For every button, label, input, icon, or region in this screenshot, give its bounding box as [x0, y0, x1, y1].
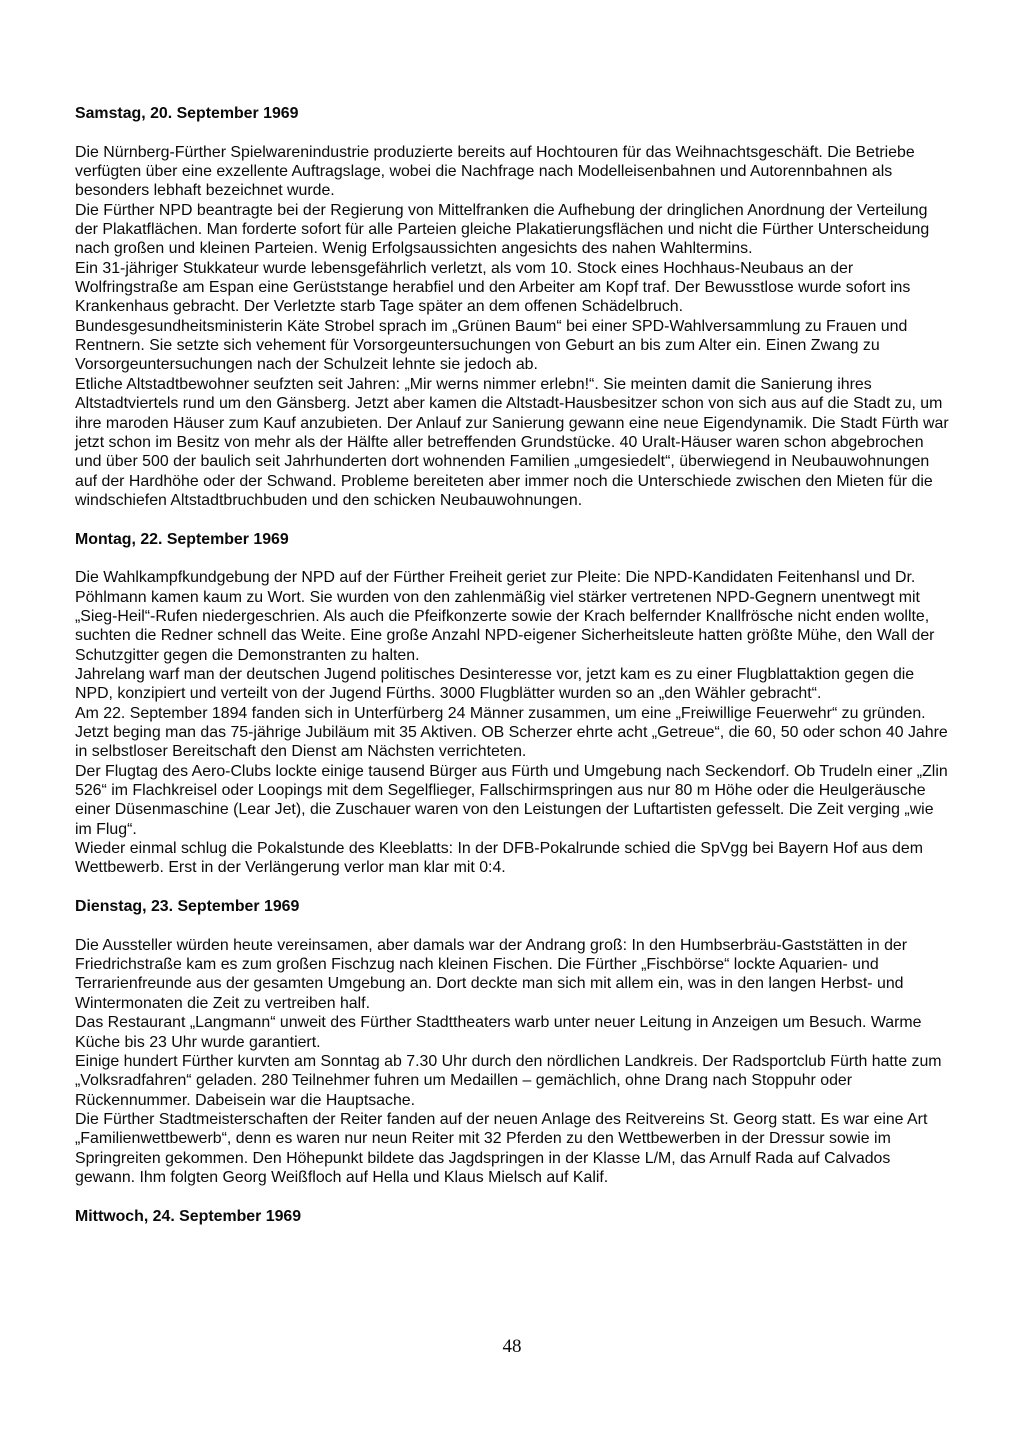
section-heading: Dienstag, 23. September 1969 [75, 898, 300, 916]
paragraph: Das Restaurant „Langmann“ unweit des Fürther Stadttheaters warb unter neuer Leitung in Anzeigen um Besuch. Warme Küche bis 23 Uhr wurde garantiert. [75, 1014, 922, 1051]
section-heading: Samstag, 20. September 1969 [75, 105, 299, 122]
paragraph: Etliche Altstadtbewohner seufzten seit Jahren: „Mir werns nimmer erlebn!“. Sie meinten damit die Sanierung ihres Altstadtviertels rund um den Gänsberg. Jetzt aber kamen die Altstadt-Hausbesitzer schon von sich aus auf die Stadt zu, um ihre maroden Häuser zum Kauf anzubieten. Der Anlauf zur Sanierung gewann eine neue Eigendynamik. Die Stadt Fürth war jetzt schon im Besitz von mehr als der Hälfte aller betreffenden Grundstücke. 40 Uralt-Häuser waren schon abgebrochen und über 500 der baulich seit Jahrhunderten dort wohnenden Familien „umgesiedelt“, überwiegend in Neubauwohnungen auf der Hardhöhe oder der Schwand. Probleme bereiteten aber immer noch die Unterschiede zwischen den Mieten für die windschiefen Altstadtbruchbuden und den schicken Neubauwohnungen. [75, 375, 949, 509]
section-dienstag-23-september-1969 [75, 897, 953, 1187]
paragraph: Ein 31-jähriger Stukkateur wurde lebensgefährlich verletzt, als vom 10. Stock eines Hochhaus-Neubaus an der Wolfringstraße am Espan eine Gerüststange herabfiel und den Arbeiter am Kopf traf. Der Bewusstlose wurde sofort ins Krankenhaus gebracht. Der Verletzte starb Tage später an dem offenen Schädelbruch. [75, 259, 911, 316]
section-heading: Mittwoch, 24. September 1969 [75, 1207, 302, 1225]
document-content [75, 104, 953, 1245]
section-heading: Montag, 22. September 1969 [75, 530, 289, 548]
page-number: 48 [502, 1336, 522, 1357]
section-samstag-20-september-1969 [75, 104, 953, 510]
paragraph: Einige hundert Fürther kurvten am Sonntag ab 7.30 Uhr durch den nördlichen Landkreis. Der Radsportclub Fürth hatte zum „Volksradfahren“ geladen. 280 Teilnehmer fuhren um Medaillen – gemächlich, ohne Drang nach Stoppuhr oder Rückennummer. Dabeisein war die Hauptsache. [75, 1052, 942, 1109]
section-montag-22-september-1969 [75, 530, 953, 878]
paragraph: Jahrelang warf man der deutschen Jugend politisches Desinteresse vor, jetzt kam es zu einer Flugblattaktion gegen die NPD, konzipiert und verteilt von der Jugend Fürths. 3000 Flugblätter wurden so an „den Wähler gebracht“. [75, 665, 915, 703]
paragraph: Die Aussteller würden heute vereinsamen, aber damals war der Andrang groß: In den Humbserbräu-Gaststätten in der Friedrichstraße kam es zum großen Fischzug nach kleinen Fischen. Die Fürther „Fischbörse“ lockte Aquarien- und Terrarienfreunde aus der gesamten Umgebung an. Dort deckte man sich mit allem ein, was in den langen Herbst- und Wintermonaten die Zeit zu vertreiben half. [75, 936, 908, 1012]
paragraph: Die Fürther NPD beantragte bei der Regierung von Mittelfranken die Aufhebung der dringlichen Anordnung der Verteilung der Plakatflächen. Man forderte sofort für alle Parteien gleiche Plakatierungsflächen und nicht die Fürther Unterscheidung nach großen und kleinen Parteien. Wenig Erfolgsaussichten angesichts des nahen Wahltermins. [75, 201, 930, 258]
paragraph: Wieder einmal schlug die Pokalstunde des Kleeblatts: In der DFB-Pokalrunde schied die SpVgg bei Bayern Hof aus dem Wettbewerb. Erst in der Verlängerung verlor man klar mit 0:4. [75, 840, 923, 877]
paragraph: Die Wahlkampfkundgebung der NPD auf der Fürther Freiheit geriet zur Pleite: Die NPD-Kandidaten Feitenhansl und Dr. Pöhlmann kamen kaum zu Wort. Sie wurden von den zahlenmäßig viel stärker vertretenen NPD-Gegnern unentwegt mit „Sieg-Heil“-Rufen niedergeschrien. Als auch die Pfeifkonzerte sowie der Krach belfernder Knallfrösche nicht enden wollte, suchten die Redner schnell das Weite. Eine große Anzahl NPD-eigener Sicherheitsleute hatten größte Mühe, den Wall der Schutzgitter gegen die Demonstranten zu halten. [75, 569, 935, 664]
paragraph: Der Flugtag des Aero-Clubs lockte einige tausend Bürger aus Fürth und Umgebung nach Seckendorf. Ob Trudeln einer „Zlin 526“ im Flachkreisel oder Loopings mit dem Segelflieger, Fallschirmspringen aus nur 80 m Höhe oder die Heulgeräusche einer Düsenmaschine (Lear Jet), die Zuschauer waren von den Leistungen der Luftartisten gefesselt. Die Zeit verging „wie im Flug“. [75, 762, 948, 838]
paragraph: Bundesgesundheitsministerin Käte Strobel sprach im „Grünen Baum“ bei einer SPD-Wahlversammlung zu Frauen und Rentnern. Sie setzte sich vehement für Vorsorgeuntersuchungen von Geburt an bis zum Alter ein. Einen Zwang zu Vorsorgeuntersuchungen nach der Schulzeit lehnte sie jedoch ab. [75, 317, 908, 374]
paragraph: Die Nürnberg-Fürther Spielwarenindustrie produzierte bereits auf Hochtouren für das Weihnachtsgeschäft. Die Betriebe verfügten über eine exzellente Auftragslage, wobei die Nachfrage nach Modelleisenbahnen und Autorennbahnen als besonders lebhaft bezeichnet wurde. [75, 143, 915, 200]
paragraph: Am 22. September 1894 fanden sich in Unterfürberg 24 Männer zusammen, um eine „Freiwillige Feuerwehr“ zu gründen. Jetzt beging man das 75-jährige Jubiläum mit 35 Aktiven. OB Scherzer ehrte acht „Getreue“, die 60, 50 oder schon 40 Jahre in selbstloser Bereitschaft den Dienst am Nächsten verrichteten. [75, 704, 948, 761]
paragraph: Die Fürther Stadtmeisterschaften der Reiter fanden auf der neuen Anlage des Reitvereins St. Georg statt. Es war eine Art „Familienwettbewerb“, denn es waren nur neun Reiter mit 32 Pferden zu den Wettbewerben in der Dressur sowie im Springreiten gekommen. Den Höhepunkt bildete das Jagdspringen in der Klasse L/M, das Arnulf Rada auf Calvados gewann. Ihm folgten Georg Weißfloch auf Hella und Klaus Mielsch auf Kalif. [75, 1110, 928, 1186]
section-mittwoch-24-september-1969 [75, 1207, 953, 1226]
